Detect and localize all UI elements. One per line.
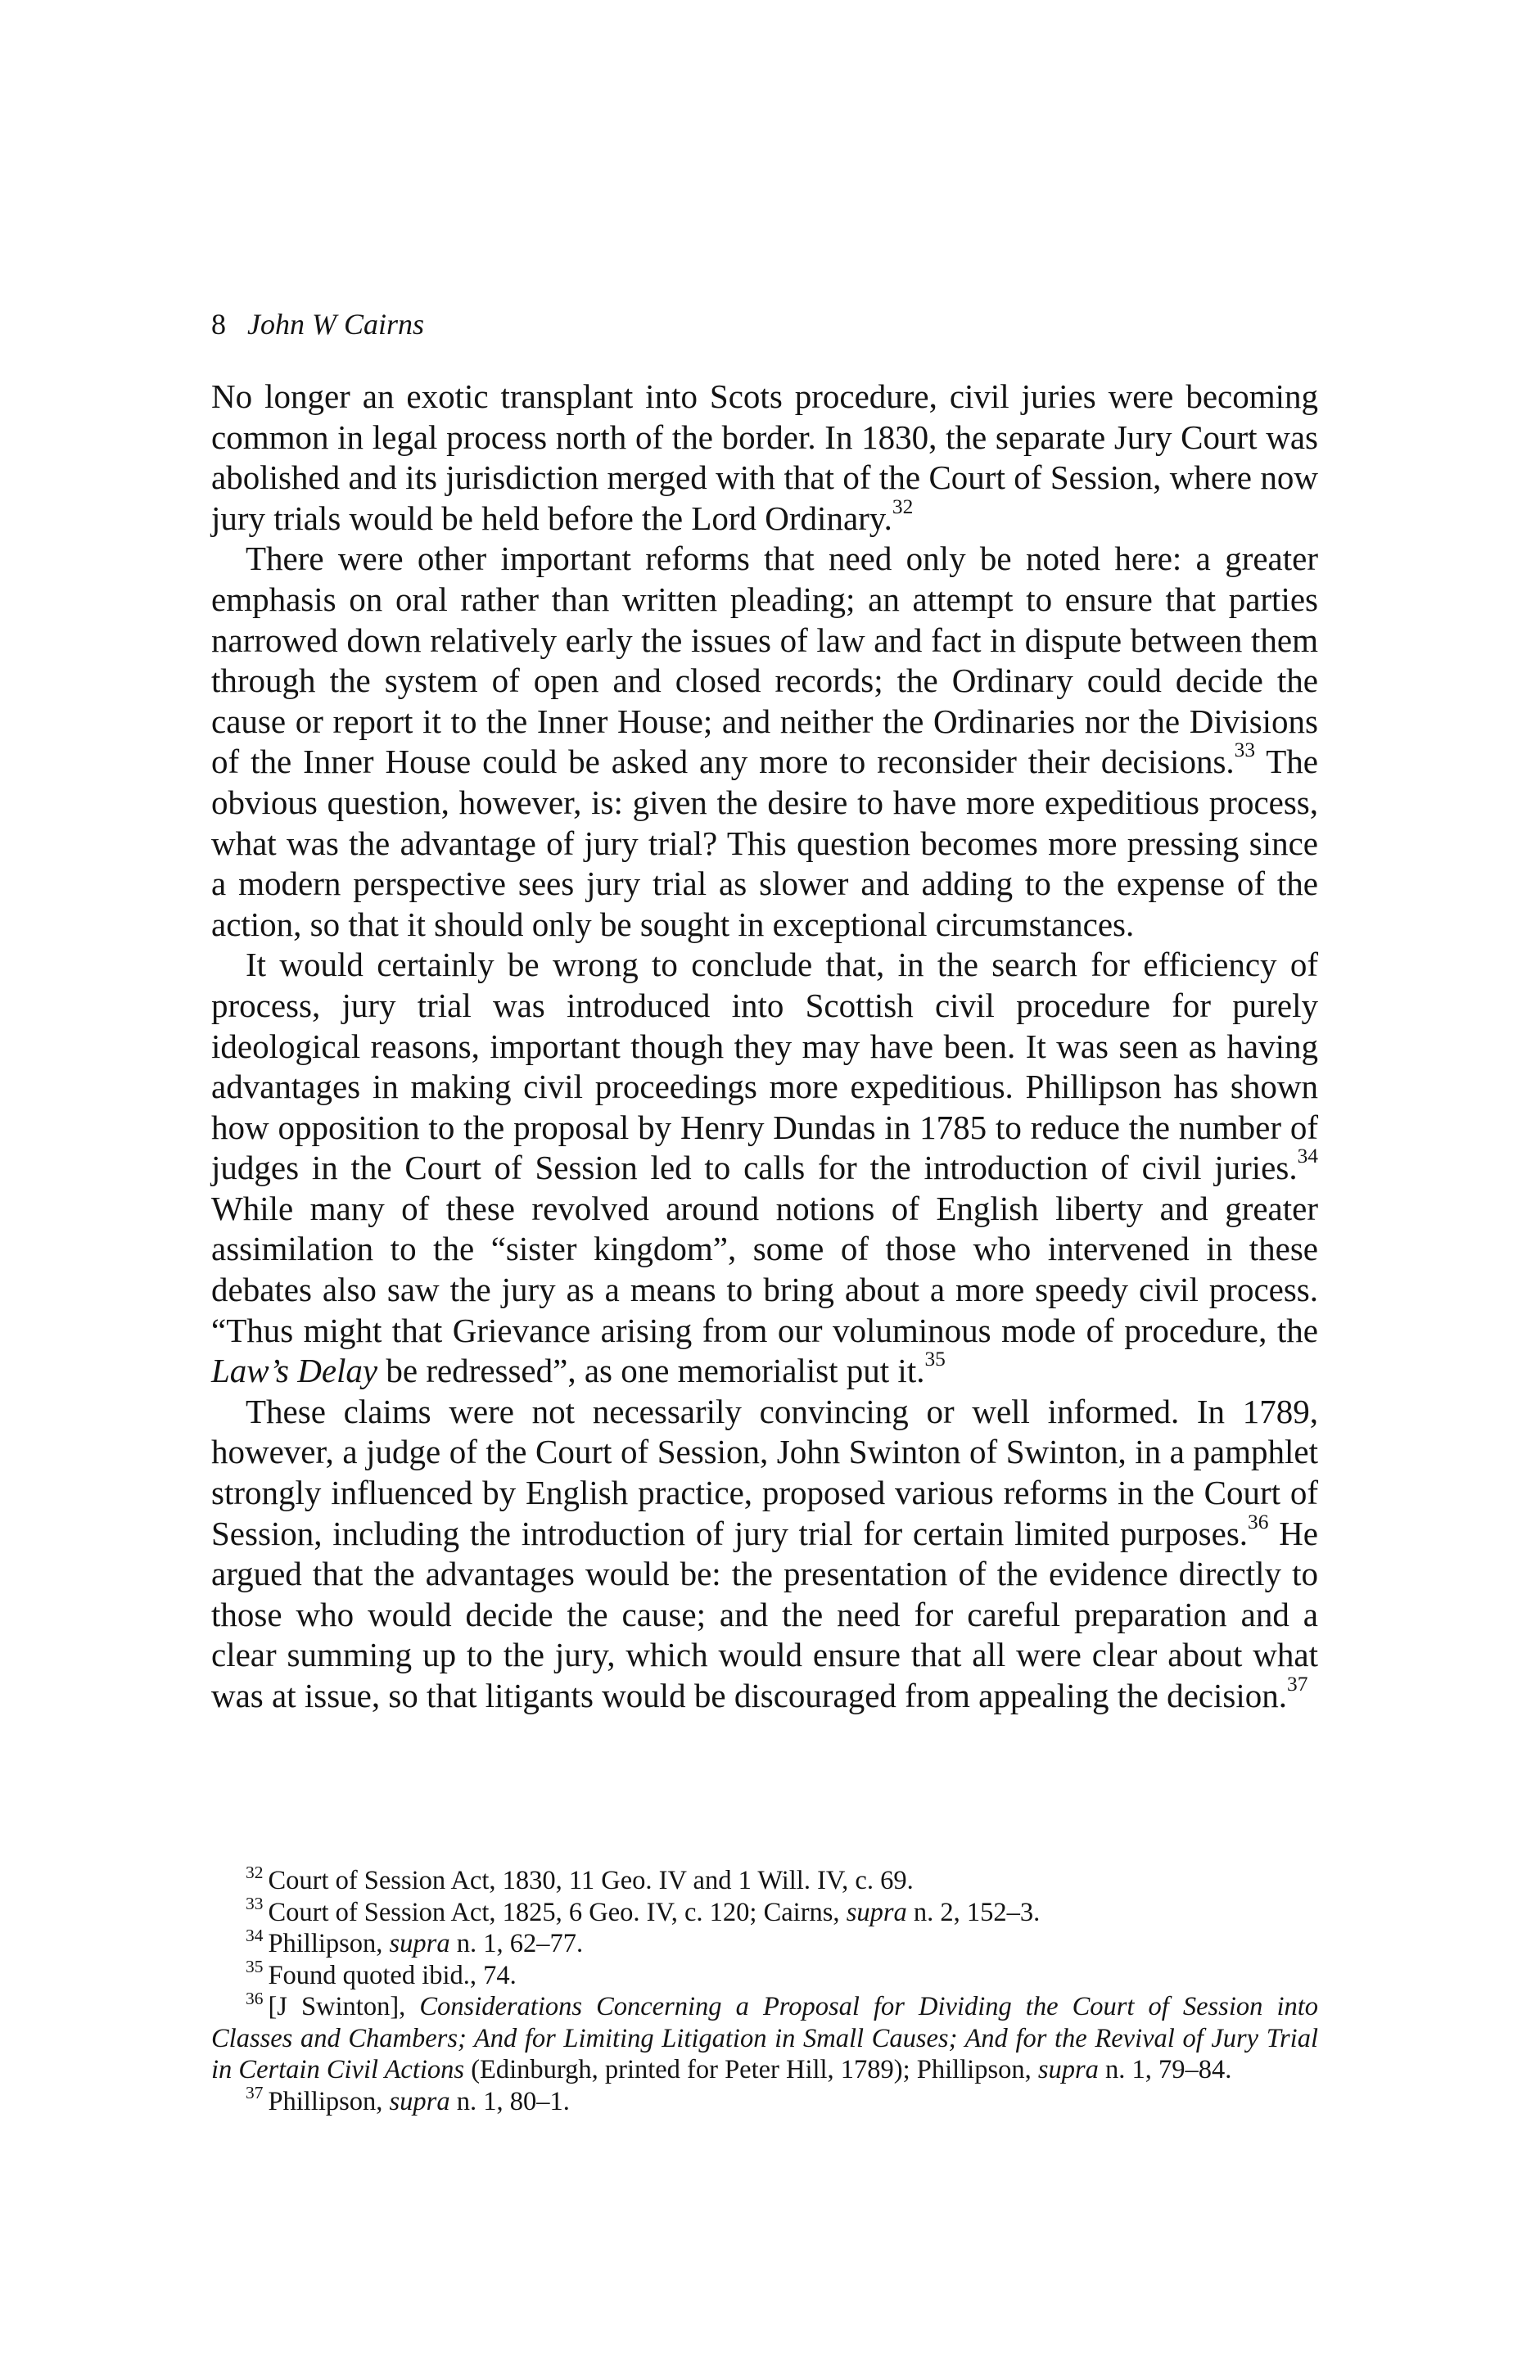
text-run: n. 2, 152–3. xyxy=(906,1897,1041,1927)
footnote-number: 33 xyxy=(246,1894,264,1914)
italic-text: supra xyxy=(846,1897,907,1927)
text-run: n. 1, 62–77. xyxy=(449,1929,584,1958)
footnote-number: 35 xyxy=(246,1957,264,1977)
text-run: No longer an exotic transplant into Scots procedure, civil juries were becoming common in legal process north of the border. In 1830, the separate Jury Court was abolished and its jurisdiction merged with that of the Court of Session, where now jury trials would be held before the Lord Ordinary. xyxy=(211,377,1318,537)
footnote xyxy=(211,1862,1318,1897)
footnote-number: 36 xyxy=(246,1988,264,2008)
footnote xyxy=(211,2083,1318,2118)
text-run: Court of Session Act, 1825, 6 Geo. IV, c. 120; Cairns, xyxy=(268,1897,847,1927)
footnote-number: 32 xyxy=(246,1862,264,1882)
body-paragraph xyxy=(211,1392,1318,1717)
footnote-reference: 33 xyxy=(1234,738,1256,762)
footnote xyxy=(211,1894,1318,1929)
footnote-reference: 36 xyxy=(1248,1510,1269,1533)
text-run: Phillipson, xyxy=(268,1929,390,1958)
footnotes xyxy=(211,1862,1318,2117)
text-run: n. 1, 79–84. xyxy=(1098,2055,1232,2084)
text-run: Found quoted ibid., 74. xyxy=(268,1960,517,1990)
text-run: It would certainly be wrong to conclude that, in the search for efficiency of process, jury trial was introduced into Scottish civil procedure for purely ideological reasons, important though they may have been. It was seen as having advantages in making civil proceedings more expeditious. Phillipson has shown how opposition to the proposal by Henry Dundas in 1785 to reduce the number of judges in the Court of Session led to calls for the introduction of civil juries. xyxy=(211,946,1318,1187)
text-run: Court of Session Act, 1830, 11 Geo. IV and 1 Will. IV, c. 69. xyxy=(268,1866,914,1895)
text-run: (Edinburgh, printed for Peter Hill, 1789); Phillipson, xyxy=(464,2055,1038,2084)
footnote-reference: 32 xyxy=(892,495,914,518)
body-text xyxy=(211,377,1318,1717)
footnote xyxy=(211,1988,1318,2086)
footnote-reference: 37 xyxy=(1286,1673,1308,1696)
italic-text: Considerations Concerning a Proposal for Dividing the Court of Session into Classes and Chambers; And for Limiting Litigation in Small Causes; And for the Revival of Jury Trial in Certain Civil Actions xyxy=(211,1992,1318,2084)
italic-text: Law’s Delay xyxy=(211,1352,378,1390)
footnote xyxy=(211,1925,1318,1960)
text-run: [J Swinton], xyxy=(268,1992,420,2021)
footnote-reference: 35 xyxy=(924,1348,946,1371)
italic-text: supra xyxy=(389,2086,450,2116)
text-run: The obvious question, however, is: given the desire to have more expeditious process, what was the advantage of jury trial? This question becomes more pressing since a modern perspective sees jury trial as slower and adding to the expense of the action, so that it should only be sought in exceptional circumstances. xyxy=(211,743,1318,943)
italic-text: supra xyxy=(1037,2055,1099,2084)
page-header xyxy=(211,305,424,344)
text-run: be redressed”, as one memorialist put it. xyxy=(377,1352,925,1390)
body-paragraph xyxy=(211,945,1318,1392)
body-paragraph xyxy=(211,539,1318,945)
footnote xyxy=(211,1957,1318,1992)
text-run: Phillipson, xyxy=(268,2086,390,2116)
running-head-author: John W Cairns xyxy=(247,308,424,341)
text-run: He argued that the advantages would be: the presentation of the evidence directly to those who would decide the cause; and the need for careful preparation and a clear summing up to the jury, which would ensure that all were clear about what was at issue, so that litigants would be discouraged from appealing the decision. xyxy=(211,1514,1318,1714)
footnote-reference: 34 xyxy=(1297,1145,1318,1168)
body-paragraph xyxy=(211,377,1318,539)
text-run: While many of these revolved around notions of English liberty and greater assimilation to the “sister kingdom”, some of those who intervened in these debates also saw the jury as a means to bring about a more speedy civil process. “Thus might that Grievance arising from our voluminous mode of procedure, the xyxy=(211,1189,1318,1349)
text-run: These claims were not necessarily convincing or well informed. In 1789, however, a judge of the Court of Session, John Swinton of Swinton, in a pamphlet strongly influenced by English practice, proposed various reforms in the Court of Session, including the introduction of jury trial for certain limited purposes. xyxy=(211,1392,1318,1552)
text-run: n. 1, 80–1. xyxy=(449,2086,570,2116)
page-number: 8 xyxy=(211,308,226,341)
italic-text: supra xyxy=(389,1929,450,1958)
footnote-number: 37 xyxy=(246,2083,264,2103)
footnote-number: 34 xyxy=(246,1925,264,1945)
text-run: There were other important reforms that need only be noted here: a greater emphasis on oral rather than written pleading; an attempt to ensure that parties narrowed down relatively early the issues of law and fact in dispute between them through the system of open and closed records; the Ordinary could decide the cause or report it to the Inner House; and neither the Ordinaries nor the Divisions of the Inner House could be asked any more to reconsider their decisions. xyxy=(211,540,1318,781)
